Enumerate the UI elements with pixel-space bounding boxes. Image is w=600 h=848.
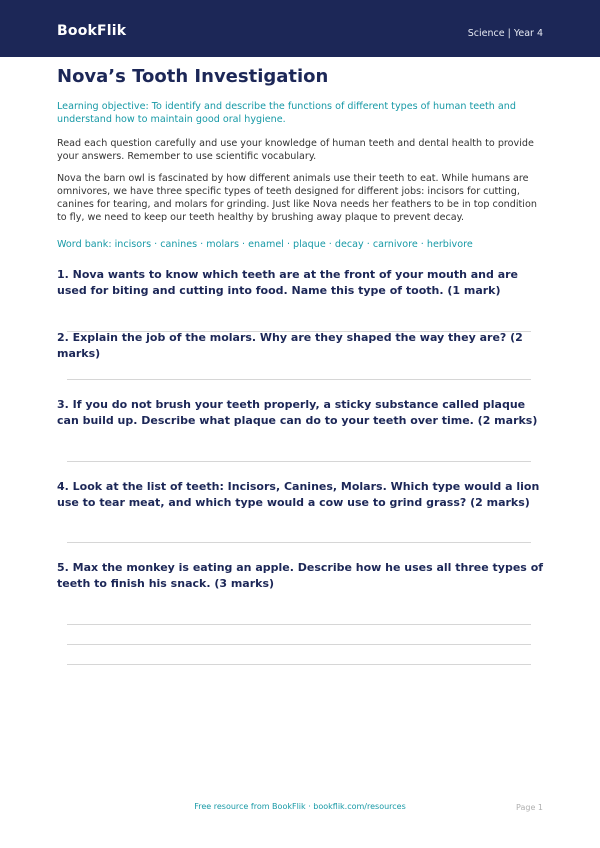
question-5: 5. Max the monkey is eating an apple. Describe how he uses all three types of teeth to finish his snack. (3 marks)	[57, 561, 544, 590]
page-number: Page 1	[516, 803, 543, 812]
question-2: 2. Explain the job of the molars. Why are they shaped the way they are? (2 marks)	[57, 331, 523, 360]
question-3: 3. If you do not brush your teeth properly, a sticky substance called plaque can build up. Describe what plaque can do to your teeth over time. (2 marks)	[57, 398, 538, 427]
answer-line[interactable]	[67, 379, 531, 380]
answer-line[interactable]	[67, 542, 531, 543]
instructions-text: Read each question carefully and use your knowledge of human teeth and dental health to provide your answers. Remember to use scientific vocabulary.	[57, 138, 534, 162]
learning-objective: Learning objective: To identify and describe the functions of different types of human teeth and understand how to maintain good oral hygiene.	[57, 101, 516, 125]
subject-year-label: Science | Year 4	[467, 28, 543, 39]
question-4: 4. Look at the list of teeth: Incisors, Canines, Molars. Which type would a lion use to tear meat, and which type would a cow use to grind grass? (2 marks)	[57, 480, 540, 509]
word-bank: Word bank: incisors · canines · molars · enamel · plaque · decay · carnivore · herbivore	[57, 239, 473, 250]
answer-line[interactable]	[67, 664, 531, 665]
worksheet-title: Nova’s Tooth Investigation	[57, 66, 329, 87]
brand-logo-text[interactable]: BookFlik	[57, 23, 127, 39]
header-bar	[0, 0, 600, 57]
answer-line[interactable]	[67, 624, 531, 625]
footer-resource-link[interactable]: Free resource from BookFlik · bookflik.com/resources	[194, 802, 406, 811]
answer-line[interactable]	[67, 644, 531, 645]
question-1: 1. Nova wants to know which teeth are at the front of your mouth and are used for biting and cutting into food. Name this type of tooth. (1 mark)	[57, 268, 519, 297]
answer-line[interactable]	[67, 461, 531, 462]
reading-passage: Nova the barn owl is fascinated by how different animals use their teeth to eat. While humans are omnivores, we have three specific types of teeth designed for different jobs: incisors for cutting, canines for tearing, and molars for grinding. Just like Nova needs her feathers to be in top condition to fly, we need to keep our teeth healthy by brushing away plaque to prevent decay.	[57, 173, 537, 223]
